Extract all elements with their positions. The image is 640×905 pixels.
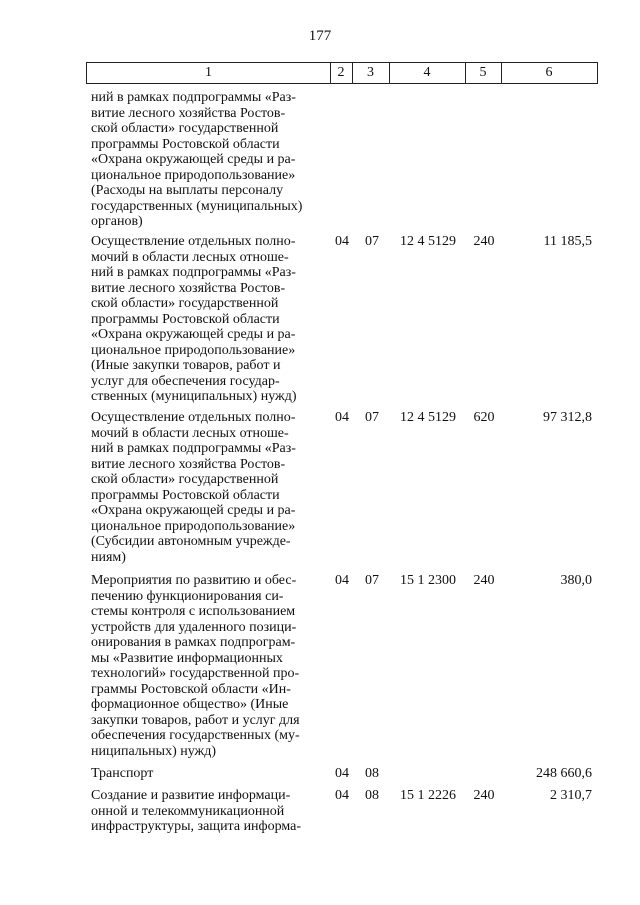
row-subsection: 08 <box>365 766 379 781</box>
row-section: 04 <box>335 410 349 425</box>
row-subsection: 07 <box>365 234 379 249</box>
row-description: Транспорт <box>91 766 154 781</box>
header-col-2: 2 <box>330 63 353 83</box>
header-col-4: 4 <box>389 63 466 83</box>
row-target-article: 15 1 2226 <box>400 788 456 803</box>
row-amount: 380,0 <box>560 573 592 588</box>
row-subsection: 08 <box>365 788 379 803</box>
row-description: Мероприятия по развитию и обес- печению функционирования си- стемы контроля с использованием устройств для удаленного позици- онирования в рамках подпрограм- мы «Развитие информационных технологий» государственной про- граммы Ростовской области «Ин- формационное общество» (Иные закупки товаров, работ и услуг для обеспечения государственных (му- ниципальных) нужд) <box>91 573 300 759</box>
row-target-article: 12 4 5129 <box>400 410 456 425</box>
row-amount: 2 310,7 <box>550 788 592 803</box>
row-section: 04 <box>335 788 349 803</box>
page-number: 177 <box>308 28 332 44</box>
row-amount: 11 185,5 <box>543 234 592 249</box>
row-expense-type: 240 <box>473 788 495 803</box>
table-header <box>86 62 598 84</box>
row-expense-type: 240 <box>473 573 495 588</box>
row-description: Осуществление отдельных полно- мочий в области лесных отноше- ний в рамках подпрограммы «Раз- витие лесного хозяйства Ростов- ской области» государственной программы Ростовской области «Охрана окружающей среды и ра- циональное природопользование» (Субсидии автономным учрежде- ниям) <box>91 410 296 565</box>
row-subsection: 07 <box>365 410 379 425</box>
row-target-article: 15 1 2300 <box>400 573 456 588</box>
row-section: 04 <box>335 766 349 781</box>
row-amount: 97 312,8 <box>543 410 592 425</box>
row-description: Осуществление отдельных полно- мочий в области лесных отноше- ний в рамках подпрограммы «Раз- витие лесного хозяйства Ростов- ской области» государственной программы Ростовской области «Охрана окружающей среды и ра- циональное природопользование» (Иные закупки товаров, работ и услуг для обеспечения государ- ственных (муниципальных) нужд) <box>91 234 297 404</box>
header-col-3: 3 <box>352 63 390 83</box>
row-target-article: 12 4 5129 <box>400 234 456 249</box>
row-section: 04 <box>335 234 349 249</box>
row-description: ний в рамках подпрограммы «Раз- витие лесного хозяйства Ростов- ской области» государственной программы Ростовской области «Охрана окружающей среды и ра- циональное природопользование» (Расходы на выплаты персоналу государственных (муниципальных) органов) <box>91 90 303 229</box>
header-col-6: 6 <box>545 65 553 80</box>
row-expense-type: 620 <box>473 410 495 425</box>
row-subsection: 07 <box>365 573 379 588</box>
row-section: 04 <box>335 573 349 588</box>
header-col-5: 5 <box>465 63 502 83</box>
header-col-1: 1 <box>87 63 331 83</box>
row-expense-type: 240 <box>473 234 495 249</box>
row-description: Создание и развитие информаци- онной и телекоммуникационной инфраструктуры, защита информа- <box>91 788 302 834</box>
row-amount: 248 660,6 <box>536 766 592 781</box>
